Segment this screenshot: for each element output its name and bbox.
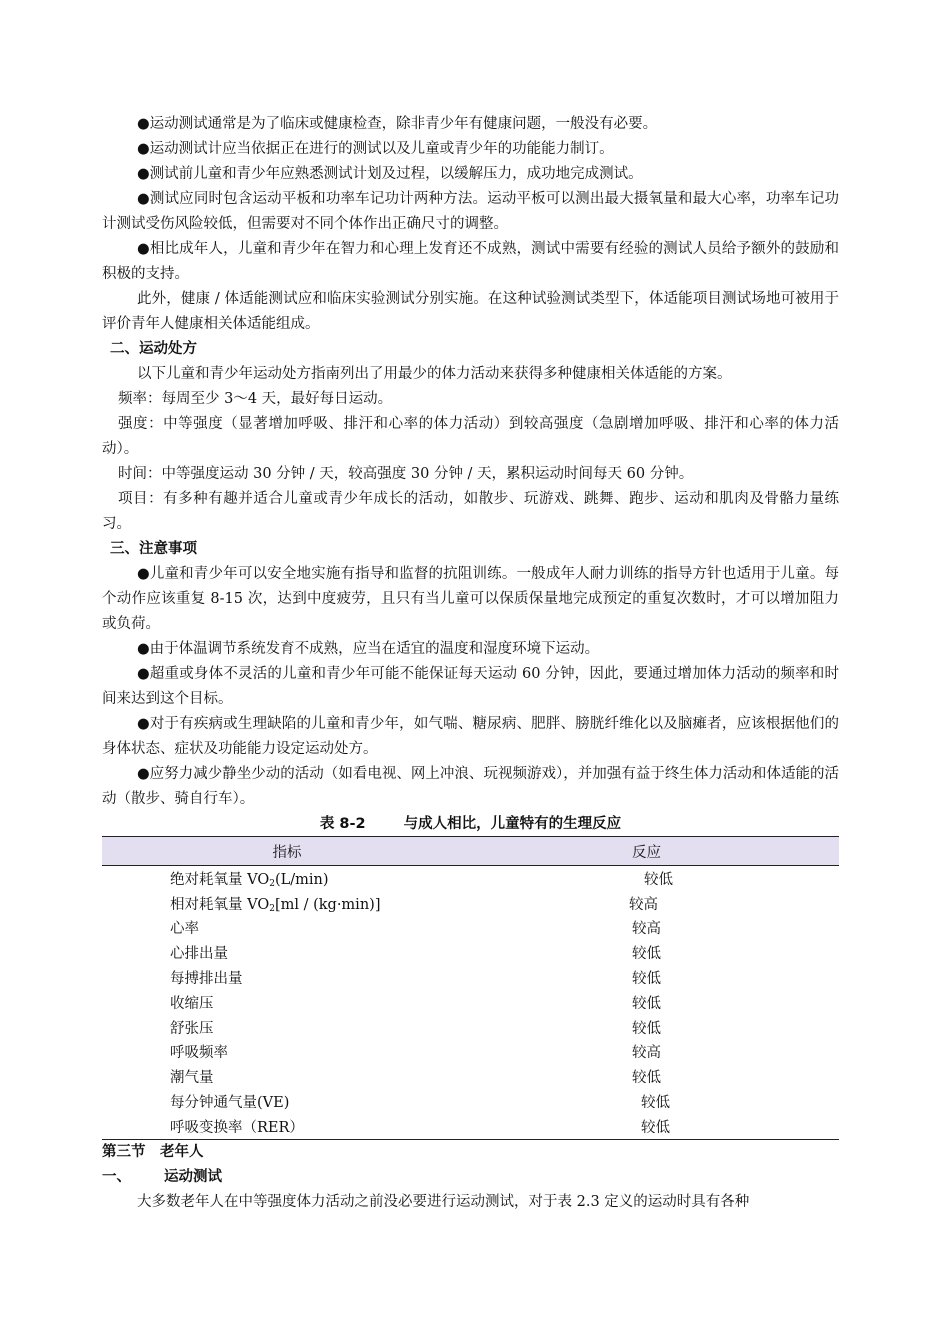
- indicator-unit: [ml / (kg·min)]: [274, 896, 381, 913]
- paragraph: ●测试前儿童和青少年应熟悉测试计划及过程，以缓解压力，成功地完成测试。: [137, 166, 643, 182]
- paragraph: ●测试应同时包含运动平板和功率车记功计两种方法。运动平板可以测出最大摄氧量和最大心率，功率车记功计测试受伤风险较低，但需要对不同个体作出正确尺寸的调整。: [102, 191, 839, 232]
- indicator-cell: [102, 940, 472, 965]
- paragraph: ●运动测试通常是为了临床或健康检查，除非青少年有健康问题，一般没有必要。: [137, 116, 658, 132]
- indicator-cell: [102, 916, 472, 941]
- response-cell: 较低: [632, 971, 661, 988]
- section-heading: 三、注意事项: [110, 541, 197, 557]
- indicator-text: 收缩压: [170, 995, 214, 1012]
- subsection-number: 一、: [102, 1168, 131, 1185]
- header-response: 反应: [472, 837, 839, 866]
- paragraph: ●相比成年人，儿童和青少年在智力和心理上发育还不成熟，测试中需要有经验的测试人员给予额外的鼓励和积极的支持。: [102, 241, 839, 282]
- table-title: 与成人相比，儿童特有的生理反应: [403, 816, 622, 832]
- indicator-cell: [102, 891, 472, 916]
- prescription-intensity: 强度：中等强度（显著增加呼吸、排汗和心率的体力活动）到较高强度（急剧增加呼吸、排汗和心率的体力活动）。: [102, 416, 839, 457]
- prescription-frequency: 频率：每周至少 3～4 天，最好每日运动。: [118, 391, 393, 407]
- table-row: [102, 965, 839, 990]
- document-page: [102, 112, 839, 1215]
- indicator-text: 相对耗氧量 VO: [170, 896, 270, 913]
- response-cell: 较低: [632, 1070, 661, 1087]
- indicator-cell: [102, 990, 472, 1015]
- table-row: [102, 1089, 839, 1114]
- indicator-text: 心率: [170, 921, 199, 938]
- paragraph: ●儿童和青少年可以安全地实施有指导和监督的抗阻训练。一般成年人耐力训练的指导方针也适用于儿童。每个动作应该重复 8-15 次，达到中度疲劳，且只有当儿童可以保质保量地完成预定的重复次数时，才可以增加阻力或负荷。: [102, 566, 839, 632]
- indicator-cell: [102, 866, 472, 891]
- response-cell: 较高: [632, 1045, 661, 1062]
- table-row: [102, 916, 839, 941]
- subscript: 2: [269, 903, 275, 914]
- indicator-cell: [102, 965, 472, 990]
- response-cell: 较低: [632, 995, 661, 1012]
- indicator-cell: [102, 1114, 472, 1139]
- paragraph: ●应努力减少静坐少动的活动（如看电视、网上冲浪、玩视频游戏），并加强有益于终生体力活动和体适能的活动（散步、骑自行车）。: [102, 766, 839, 807]
- table-row: [102, 1114, 839, 1139]
- table-row: [102, 940, 839, 965]
- physiology-table: [102, 836, 839, 1140]
- indicator-cell: [102, 1015, 472, 1040]
- table-row: [102, 1040, 839, 1065]
- indicator-text: 呼吸变换率（RER）: [170, 1119, 304, 1136]
- chapter-section-heading: 第三节 老年人: [102, 1143, 204, 1160]
- paragraph: ●由于体温调节系统发育不成熟，应当在适宜的温度和湿度环境下运动。: [137, 641, 600, 657]
- indicator-text: 每分钟通气量(VE): [170, 1095, 290, 1112]
- section-heading: 二、运动处方: [110, 341, 197, 357]
- paragraph: 以下儿童和青少年运动处方指南列出了用最少的体力活动来获得多种健康相关体适能的方案。: [137, 366, 732, 382]
- response-cell: 较低: [632, 1020, 661, 1037]
- paragraph: ●超重或身体不灵活的儿童和青少年可能不能保证每天运动 60 分钟，因此，要通过增加体力活动的频率和时间来达到这个目标。: [102, 666, 839, 707]
- indicator-text: 每搏排出量: [170, 971, 243, 988]
- indicator-text: 绝对耗氧量 VO: [170, 871, 270, 888]
- table-caption: [102, 812, 839, 836]
- indicator-text: 舒张压: [170, 1020, 214, 1037]
- paragraph: 大多数老年人在中等强度体力活动之前没必要进行运动测试，对于表 2.3 定义的运动时具有各种: [137, 1193, 750, 1210]
- paragraph: 此外，健康 / 体适能测试应和临床实验测试分别实施。在这种试验测试类型下，体适能项目测试场地可被用于评价青年人健康相关体适能组成。: [102, 291, 839, 332]
- indicator-unit: (L/min): [274, 871, 329, 888]
- response-cell: 较低: [644, 871, 673, 888]
- paragraph: ●对于有疾病或生理缺陷的儿童和青少年，如气喘、糖尿病、肥胖、膀胱纤维化以及脑瘫者，应该根据他们的身体状态、症状及功能能力设定运动处方。: [102, 716, 839, 757]
- response-cell: 较高: [632, 921, 661, 938]
- indicator-cell: [102, 1089, 472, 1114]
- prescription-type: 项目：有多种有趣并适合儿童或青少年成长的活动，如散步、玩游戏、跳舞、跑步、运动和肌肉及骨骼力量练习。: [102, 491, 839, 532]
- table-row: [102, 891, 839, 916]
- subsection-heading: [102, 1165, 839, 1190]
- table-row: [102, 1015, 839, 1040]
- response-cell: 较高: [629, 896, 658, 913]
- indicator-cell: [102, 1040, 472, 1065]
- response-cell: 较低: [472, 1114, 839, 1139]
- indicator-text: 潮气量: [170, 1070, 214, 1087]
- indicator-cell: [102, 1064, 472, 1089]
- table-header-row: [102, 837, 839, 866]
- table-row: [102, 990, 839, 1015]
- indicator-text: 呼吸频率: [170, 1045, 228, 1062]
- table-number: 表 8-2: [319, 816, 366, 832]
- indicator-text: 心排出量: [170, 946, 228, 963]
- table-row: [102, 866, 839, 891]
- response-cell: 较低: [632, 946, 661, 963]
- paragraph: ●运动测试计应当依据正在进行的测试以及儿童或青少年的功能能力制订。: [137, 141, 614, 157]
- response-cell: 较低: [641, 1095, 670, 1112]
- table-row: [102, 1064, 839, 1089]
- subscript: 2: [269, 878, 275, 889]
- prescription-time: 时间：中等强度运动 30 分钟 / 天，较高强度 30 分钟 / 天，累积运动时间每天 60 分钟。: [118, 466, 694, 482]
- header-indicator: 指标: [102, 837, 472, 866]
- subsection-title: 运动测试: [164, 1168, 222, 1185]
